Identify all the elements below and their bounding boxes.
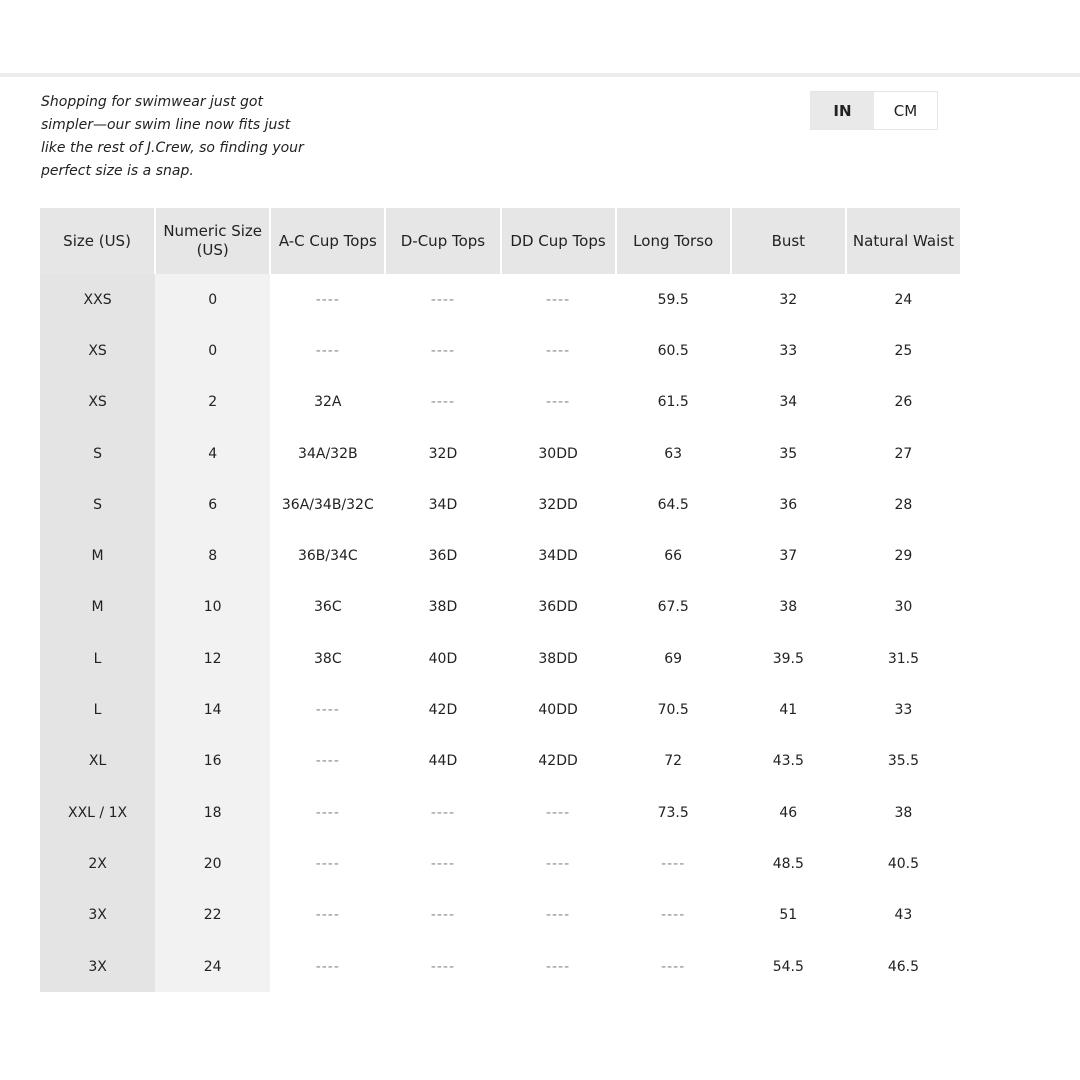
cell-natural-waist: 43 — [894, 907, 913, 924]
cell-bust: 33 — [779, 342, 798, 359]
cell-dd-cup-tops: ---- — [545, 291, 571, 308]
cell-bust: 37 — [779, 548, 798, 565]
cell-bust: 51 — [779, 907, 798, 924]
cell-natural-waist: 25 — [894, 342, 913, 359]
cell-bust: 35 — [779, 445, 798, 462]
cell-dd-cup-tops: 30DD — [538, 445, 578, 462]
cell-bust: 41 — [779, 702, 798, 719]
cell-numeric-size: 0 — [155, 325, 270, 376]
table-row — [40, 890, 961, 941]
header-bust: Bust — [731, 208, 846, 274]
cell-natural-waist: 30 — [894, 599, 913, 616]
unit-cm-button[interactable]: CM — [874, 92, 937, 129]
cell-dd-cup-tops: ---- — [545, 804, 571, 821]
cell-ac-cup-tops: ---- — [315, 753, 340, 770]
cell-long-torso: ---- — [661, 855, 686, 872]
cell-d-cup-tops: ---- — [430, 958, 456, 975]
cell-size-us: XS — [40, 325, 155, 376]
cell-size-us: 2X — [40, 838, 155, 889]
cell-numeric-size: 16 — [155, 736, 270, 787]
cell-ac-cup-tops: 36C — [314, 599, 342, 616]
cell-d-cup-tops: 38D — [428, 599, 458, 616]
cell-d-cup-tops: ---- — [430, 907, 456, 924]
table-row — [40, 377, 961, 428]
cell-natural-waist: 24 — [894, 291, 913, 308]
header-natural-waist: Natural Waist — [846, 208, 961, 274]
cell-ac-cup-tops: ---- — [315, 342, 340, 359]
cell-d-cup-tops: 40D — [428, 650, 458, 667]
cell-natural-waist: 29 — [894, 548, 913, 565]
size-chart — [40, 208, 954, 993]
size-table — [40, 208, 962, 992]
cell-dd-cup-tops: ---- — [545, 394, 571, 411]
cell-long-torso: 63 — [664, 445, 683, 462]
cell-long-torso: 70.5 — [657, 702, 689, 719]
header-divider — [0, 73, 1080, 77]
cell-size-us: 3X — [40, 890, 155, 941]
table-body — [40, 274, 961, 992]
unit-toggle — [810, 91, 938, 130]
cell-dd-cup-tops: ---- — [545, 855, 571, 872]
cell-long-torso: ---- — [661, 907, 686, 924]
cell-ac-cup-tops: ---- — [315, 855, 340, 872]
table-row — [40, 428, 961, 479]
cell-dd-cup-tops: 32DD — [538, 496, 578, 513]
cell-d-cup-tops: 32D — [428, 445, 458, 462]
cell-bust: 48.5 — [772, 855, 804, 872]
cell-long-torso: 69 — [664, 650, 683, 667]
cell-natural-waist: 31.5 — [887, 650, 920, 667]
cell-dd-cup-tops: 36DD — [538, 599, 578, 616]
cell-long-torso: 61.5 — [657, 394, 689, 411]
cell-ac-cup-tops: ---- — [315, 702, 340, 719]
cell-long-torso: 66 — [664, 548, 683, 565]
cell-numeric-size: 24 — [155, 941, 270, 992]
cell-bust: 39.5 — [772, 650, 804, 667]
cell-natural-waist: 40.5 — [887, 855, 920, 872]
cell-d-cup-tops: ---- — [430, 855, 456, 872]
cell-ac-cup-tops: ---- — [315, 958, 340, 975]
cell-dd-cup-tops: 40DD — [538, 702, 578, 719]
cell-size-us: L — [40, 684, 155, 735]
cell-bust: 46 — [779, 804, 798, 821]
cell-d-cup-tops: 44D — [428, 753, 458, 770]
cell-natural-waist: 46.5 — [887, 958, 920, 975]
cell-bust: 54.5 — [772, 958, 804, 975]
header-dd-cup-tops: DD Cup Tops — [501, 208, 616, 274]
cell-natural-waist: 26 — [894, 394, 913, 411]
table-row — [40, 633, 961, 684]
cell-numeric-size: 12 — [155, 633, 270, 684]
cell-ac-cup-tops: 36B/34C — [297, 548, 358, 565]
cell-d-cup-tops: 42D — [428, 702, 458, 719]
cell-size-us: XXS — [40, 274, 155, 325]
cell-bust: 38 — [779, 599, 798, 616]
cell-dd-cup-tops: 34DD — [538, 548, 578, 565]
cell-ac-cup-tops: 34A/32B — [298, 445, 358, 462]
table-row — [40, 479, 961, 530]
cell-ac-cup-tops: ---- — [315, 907, 340, 924]
table-row — [40, 582, 961, 633]
cell-long-torso: 73.5 — [657, 804, 689, 821]
cell-ac-cup-tops: ---- — [315, 291, 340, 308]
cell-ac-cup-tops: 38C — [314, 650, 342, 667]
cell-d-cup-tops: ---- — [430, 342, 456, 359]
table-row — [40, 941, 961, 992]
cell-size-us: XL — [40, 736, 155, 787]
table-row — [40, 274, 961, 325]
cell-bust: 32 — [779, 291, 798, 308]
cell-size-us: M — [40, 582, 155, 633]
cell-size-us: S — [40, 428, 155, 479]
header-d-cup-tops: D-Cup Tops — [385, 208, 500, 274]
cell-size-us: 3X — [40, 941, 155, 992]
cell-dd-cup-tops: 38DD — [538, 650, 578, 667]
cell-natural-waist: 27 — [894, 445, 913, 462]
header-ac-cup-tops: A-C Cup Tops — [270, 208, 385, 274]
cell-d-cup-tops: ---- — [430, 804, 456, 821]
cell-numeric-size: 8 — [155, 530, 270, 581]
table-row — [40, 838, 961, 889]
cell-size-us: XS — [40, 377, 155, 428]
header-size-us: Size (US) — [40, 208, 155, 274]
cell-natural-waist: 33 — [894, 702, 913, 719]
cell-numeric-size: 2 — [155, 377, 270, 428]
cell-long-torso: 60.5 — [657, 342, 689, 359]
table-row — [40, 325, 961, 376]
cell-long-torso: 67.5 — [657, 599, 689, 616]
cell-bust: 36 — [779, 496, 798, 513]
cell-numeric-size: 10 — [155, 582, 270, 633]
cell-natural-waist: 35.5 — [887, 753, 920, 770]
cell-ac-cup-tops: ---- — [315, 804, 340, 821]
cell-dd-cup-tops: ---- — [545, 958, 571, 975]
cell-natural-waist: 38 — [894, 804, 913, 821]
cell-ac-cup-tops: 32A — [314, 394, 342, 411]
cell-numeric-size: 0 — [155, 274, 270, 325]
cell-numeric-size: 4 — [155, 428, 270, 479]
cell-dd-cup-tops: ---- — [545, 342, 571, 359]
cell-natural-waist: 28 — [894, 496, 913, 513]
cell-ac-cup-tops: 36A/34B/32C — [281, 496, 374, 513]
table-row — [40, 787, 961, 838]
cell-size-us: XXL / 1X — [40, 787, 155, 838]
cell-size-us: S — [40, 479, 155, 530]
cell-bust: 43.5 — [772, 753, 804, 770]
cell-long-torso: 64.5 — [657, 496, 689, 513]
cell-numeric-size: 18 — [155, 787, 270, 838]
table-header-row — [40, 208, 961, 274]
cell-numeric-size: 20 — [155, 838, 270, 889]
cell-d-cup-tops: 34D — [428, 496, 458, 513]
cell-numeric-size: 6 — [155, 479, 270, 530]
cell-size-us: L — [40, 633, 155, 684]
cell-size-us: M — [40, 530, 155, 581]
cell-d-cup-tops: ---- — [430, 394, 456, 411]
cell-long-torso: 59.5 — [657, 291, 689, 308]
table-row — [40, 530, 961, 581]
cell-d-cup-tops: ---- — [430, 291, 456, 308]
intro-text: Shopping for swimwear just got simpler—our swim line now fits just like the rest of J.Crew, so finding your perfect size is a snap. — [41, 94, 304, 179]
table-row — [40, 736, 961, 787]
cell-d-cup-tops: 36D — [428, 548, 458, 565]
cell-numeric-size: 22 — [155, 890, 270, 941]
cell-bust: 34 — [779, 394, 798, 411]
cell-numeric-size: 14 — [155, 684, 270, 735]
table-row — [40, 684, 961, 735]
header-numeric-size: Numeric Size (US) — [155, 208, 270, 274]
unit-in-button[interactable]: IN — [811, 92, 874, 129]
cell-long-torso: 72 — [664, 753, 683, 770]
header-long-torso: Long Torso — [616, 208, 731, 274]
cell-dd-cup-tops: ---- — [545, 907, 571, 924]
cell-long-torso: ---- — [661, 958, 686, 975]
cell-dd-cup-tops: 42DD — [538, 753, 578, 770]
